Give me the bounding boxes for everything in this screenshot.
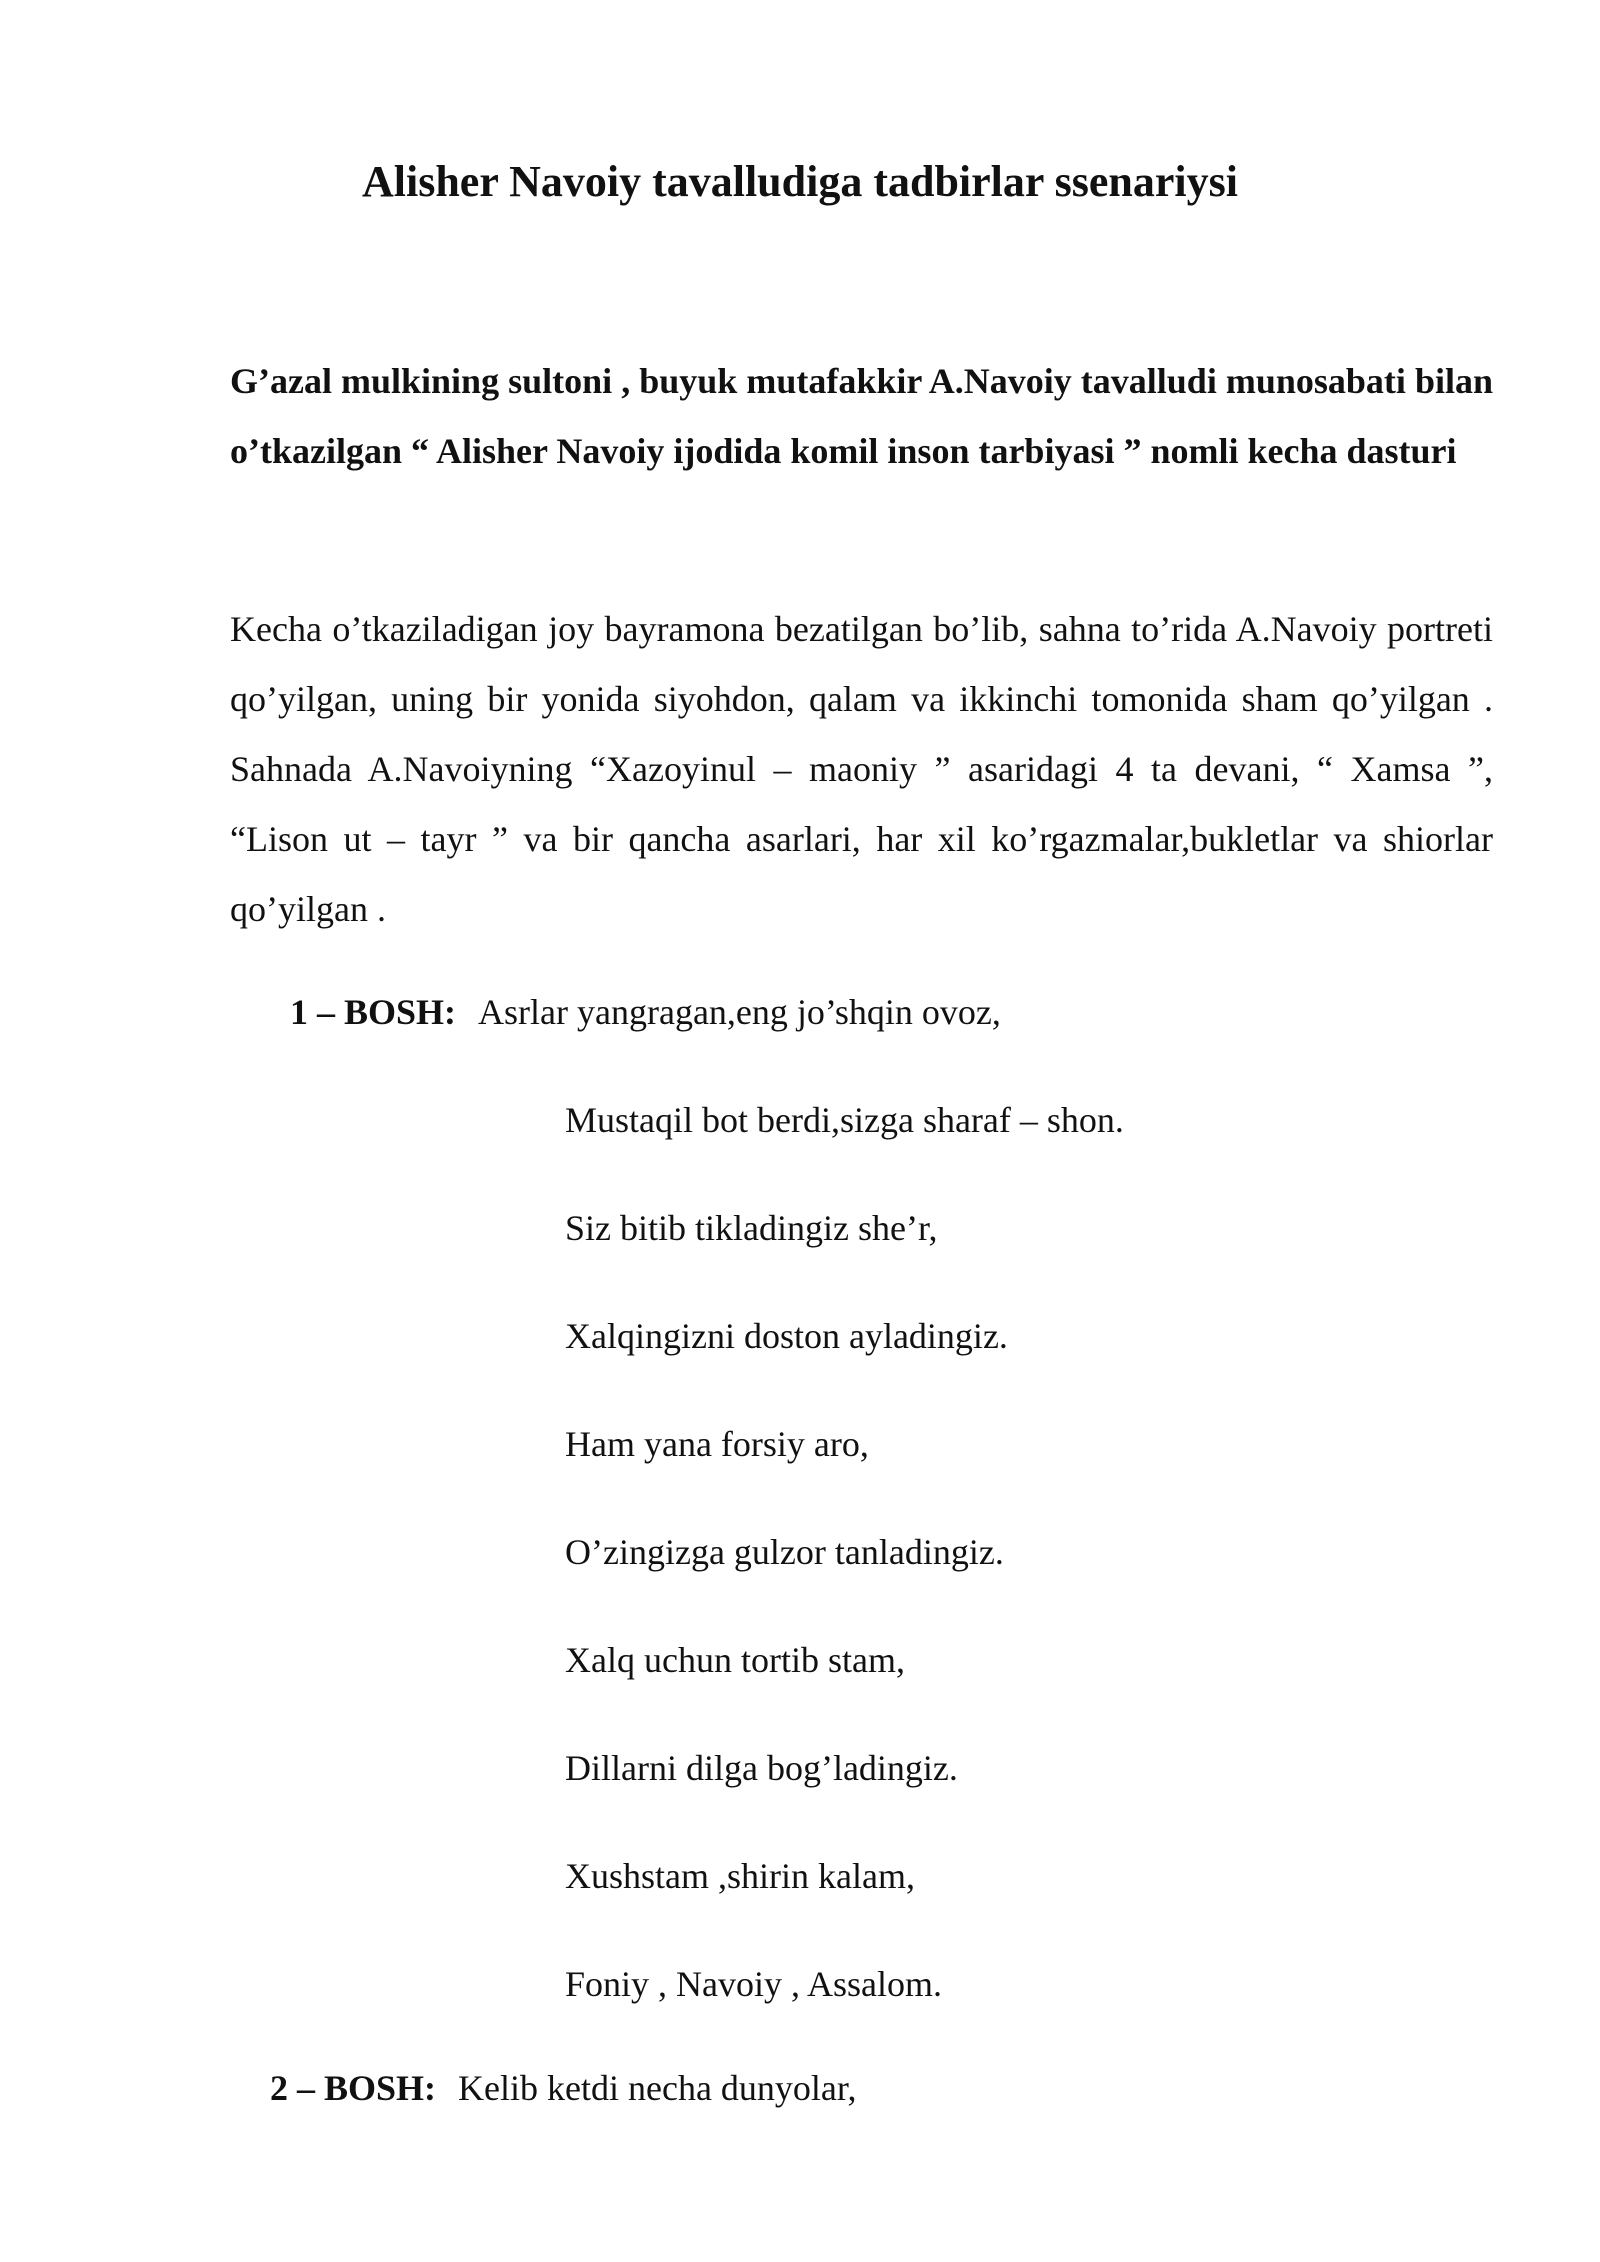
speaker-1-first-line: Asrlar yangragan,eng jo’shqin ovoz, <box>478 992 1001 1032</box>
verse-line: Xushstam ,shirin kalam, <box>565 1856 915 1896</box>
verse-line: Xalqingizni doston ayladingiz. <box>565 1316 1008 1356</box>
speaker-1-verse <box>565 1090 1124 2170</box>
verse-line: Dillarni dilga bog’ladingiz. <box>565 1748 958 1788</box>
verse-line: Foniy , Navoiy , Assalom. <box>565 1964 943 2004</box>
description-paragraph: Kecha o’tkaziladigan joy bayramona bezatilgan bo’lib, sahna to’rida A.Navoiy portreti qo’yilgan, uning bir yonida siyohdon, qalam va ikkinchi tomonida sham qo’yilgan . Sahnada A.Navoiyning “Xazoyinul – maoniy ” asaridagi 4 ta devani, “ Xamsa ”, “Lison ut – tayr ” va bir qancha asarlari, har xil ko’rgazmalar,bukletlar va shiorlar qo’yilgan . <box>230 609 1493 929</box>
speaker-1-line <box>290 982 1001 1042</box>
speaker-1-label: 1 – BOSH: <box>290 992 457 1032</box>
speaker-2-label: 2 – BOSH: <box>270 2068 437 2108</box>
intro-paragraph: G’azal mulkining sultoni , buyuk mutafakkir A.Navoiy tavalludi munosabati bilan o’tkazilgan “ Alisher Navoiy ijodida komil inson tarbiyasi ” nomli kecha dasturi <box>230 361 1493 471</box>
verse-line: Xalq uchun tortib stam, <box>565 1640 905 1680</box>
verse-line: Siz bitib tikladingiz she’r, <box>565 1208 938 1248</box>
verse-line: Ham yana forsiy aro, <box>565 1424 869 1464</box>
speaker-2-line <box>270 2058 856 2118</box>
speaker-2-first-line: Kelib ketdi necha dunyolar, <box>458 2068 857 2108</box>
verse-line: O’zingizga gulzor tanladingiz. <box>565 1532 1004 1572</box>
verse-line: Mustaqil bot berdi,sizga sharaf – shon. <box>565 1100 1124 1140</box>
document-title: Alisher Navoiy tavalludiga tadbirlar ssenariysi <box>361 157 1238 206</box>
